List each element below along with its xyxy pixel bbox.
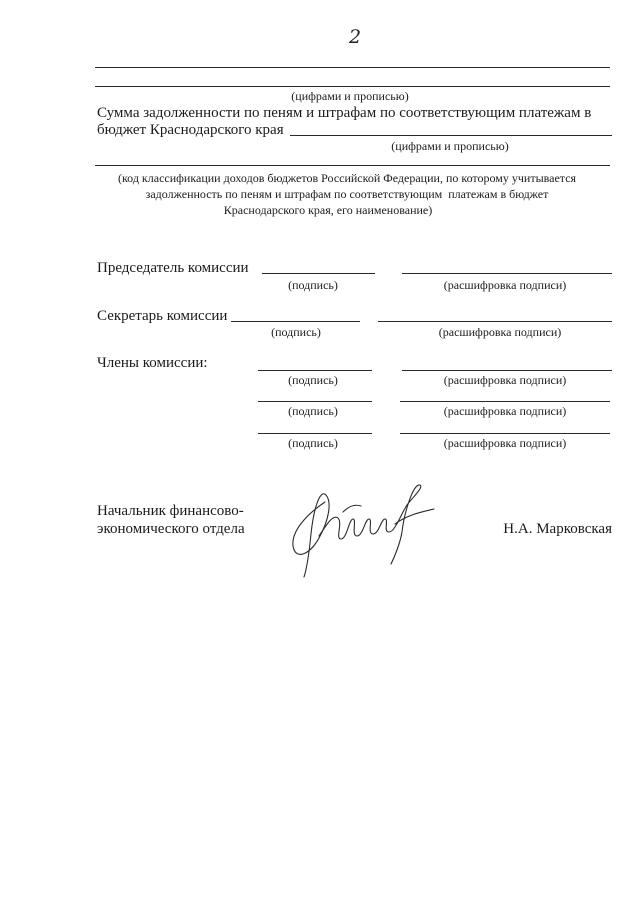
amount-fill-line-1	[95, 67, 610, 68]
member-3-signature-line	[258, 433, 372, 434]
chairman-decoding-caption: (расшифровка подписи)	[443, 278, 567, 292]
chairman-signature-caption: (подпись)	[288, 278, 338, 292]
member-1-decoding-line	[402, 370, 612, 371]
chairman-label: Председатель комиссии	[97, 260, 249, 276]
member-3-decoding-caption: (расшифровка подписи)	[443, 436, 567, 450]
secretary-signature-caption: (подпись)	[271, 325, 321, 339]
secretary-label: Секретарь комиссии	[97, 308, 228, 324]
handwritten-signature	[283, 484, 435, 580]
chairman-decoding-line	[402, 273, 612, 274]
debt-amount-fill-line	[290, 135, 612, 136]
secretary-decoding-line	[378, 321, 612, 322]
secretary-signature-line	[231, 321, 360, 322]
member-2-decoding-caption: (расшифровка подписи)	[443, 404, 567, 418]
head-name: Н.А. Марковская	[503, 521, 612, 537]
member-3-decoding-line	[400, 433, 610, 434]
amount-fill-line-2	[95, 86, 610, 87]
member-2-decoding-line	[400, 401, 610, 402]
chairman-signature-line	[262, 273, 375, 274]
amount-caption: (цифрами и прописью)	[291, 89, 409, 103]
member-1-signature-line	[258, 370, 372, 371]
code-caption-line-3: Краснодарского края, его наименование)	[223, 203, 433, 217]
code-caption-line-1: (код классификации доходов бюджетов Российской Федерации, по которому учитывается	[117, 171, 577, 185]
debt-amount-caption: (цифрами и прописью)	[391, 139, 509, 153]
member-3-signature-caption: (подпись)	[288, 436, 338, 450]
member-1-decoding-caption: (расшифровка подписи)	[443, 373, 567, 387]
members-label: Члены комиссии:	[97, 355, 208, 371]
member-1-signature-caption: (подпись)	[288, 373, 338, 387]
secretary-decoding-caption: (расшифровка подписи)	[438, 325, 562, 339]
debt-text-line-2: бюджет Краснодарского края	[97, 122, 284, 138]
page-number: 2	[348, 26, 362, 48]
code-caption-line-2: задолженность по пеням и штрафам по соответствующим платежам в бюджет	[145, 187, 549, 201]
member-2-signature-line	[258, 401, 372, 402]
classification-code-fill-line	[95, 165, 610, 166]
debt-text-line-1: Сумма задолженности по пеням и штрафам по соответствующим платежам в	[97, 105, 592, 121]
head-title-line-1: Начальник финансово-	[97, 503, 244, 519]
head-title-line-2: экономического отдела	[97, 521, 245, 537]
member-2-signature-caption: (подпись)	[288, 404, 338, 418]
